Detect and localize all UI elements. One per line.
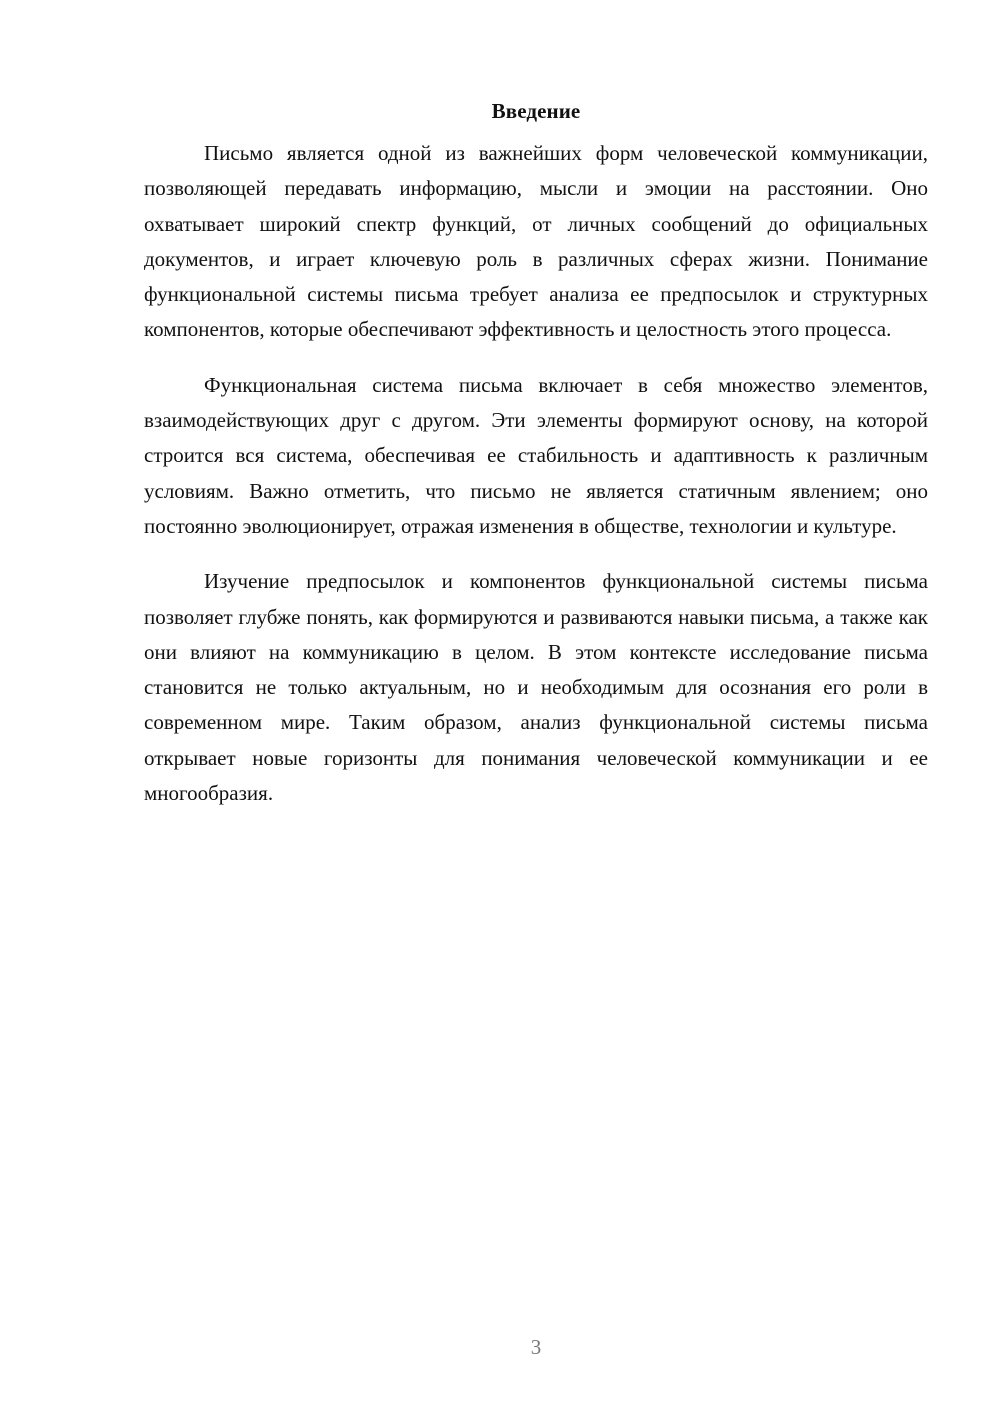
section-title: Введение [491, 99, 581, 123]
page-content [144, 95, 928, 811]
paragraph-3: Изучение предпосылок и компонентов функциональной системы письма позволяет глубже понять, как формируются и развиваются навыки письма, а также как они влияют на коммуникацию в целом. В этом контексте исследование письма становится не только актуальным, но и необходимым для осознания его роли в современном мире. Таким образом, анализ функциональной системы письма открывает новые горизонты для понимания человеческой коммуникации и ее многообразия. [144, 569, 928, 806]
paragraph-1: Письмо является одной из важнейших форм человеческой коммуникации, позволяющей передавать информацию, мысли и эмоции на расстоянии. Оно охватывает широкий спектр функций, от личных сообщений до официальных документов, и играет ключевую роль в различных сферах жизни. Понимание функциональной системы письма требует анализа ее предпосылок и структурных компонентов, которые обеспечивают эффективность и целостность этого процесса. [144, 141, 928, 342]
page-number: 3 [530, 1335, 542, 1359]
paragraph-2: Функциональная система письма включает в себя множество элементов, взаимодействующих друг с другом. Эти элементы формируют основу, на которой строится вся система, обеспечивая ее стабильность и адаптивность к различным условиям. Важно отметить, что письмо не является статичным явлением; оно постоянно эволюционирует, отражая изменения в обществе, технологии и культуре. [144, 372, 928, 538]
